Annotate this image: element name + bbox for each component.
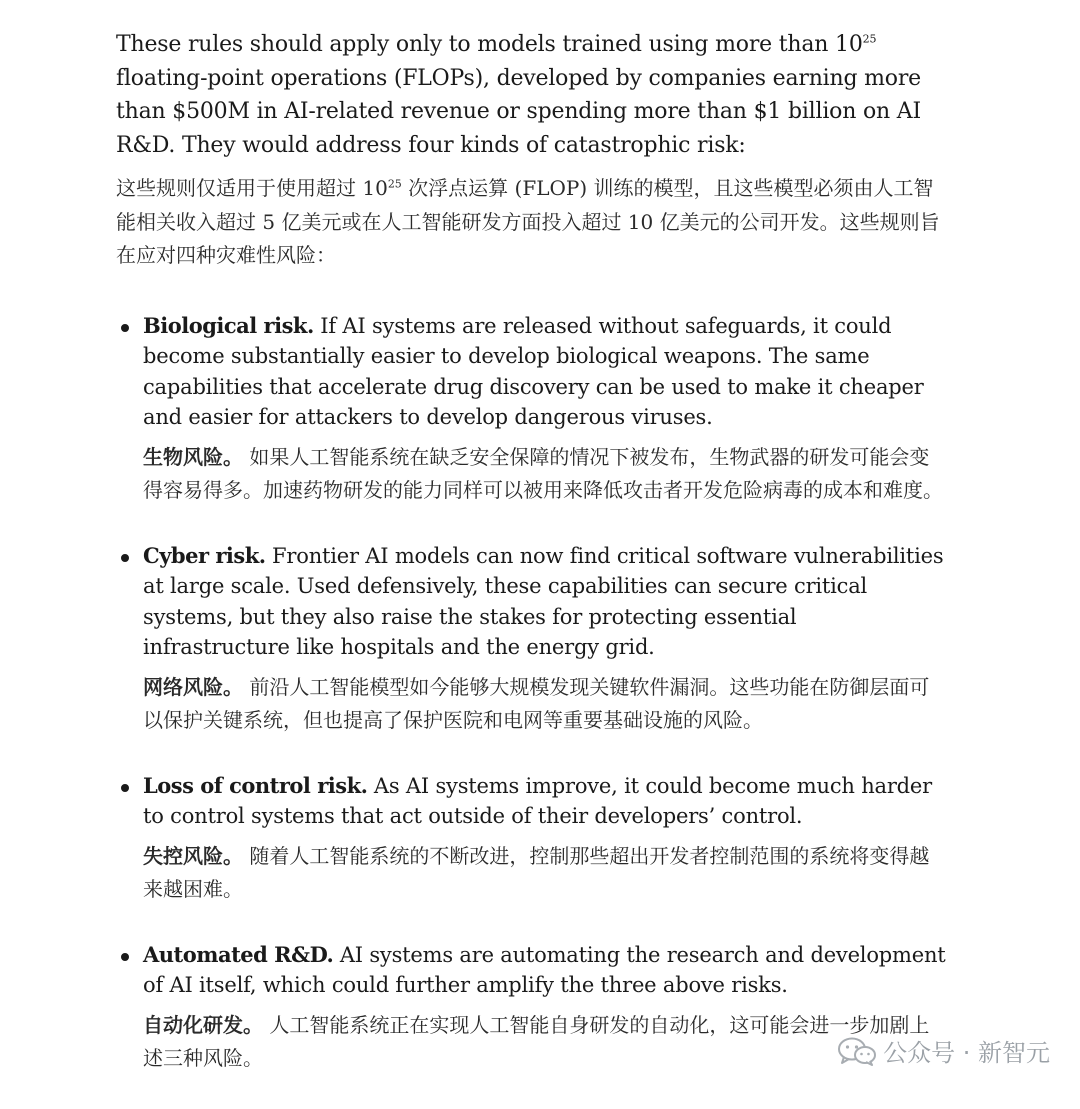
risk-chinese	[143, 441, 946, 507]
risk-title: Automated R&D.	[143, 941, 334, 967]
risk-chinese	[143, 671, 946, 737]
risk-chinese	[143, 840, 946, 906]
risk-description-zh: 如果人工智能系统在缺乏安全保障的情况下被发布，生物武器的研发可能会变得容易得多。加速药物研发的能力同样可以被用来降低攻击者开发危险病毒的成本和难度。	[143, 444, 943, 502]
risk-title: Cyber risk.	[143, 542, 266, 568]
risk-title-zh: 失控风险。	[143, 843, 243, 868]
risk-description-zh: 人工智能系统正在实现人工智能自身研发的自动化，这可能会进一步加剧上述三种风险。	[143, 1012, 930, 1070]
risk-english	[143, 940, 946, 1001]
risk-description: If AI systems are released without safeguards, it could become substantially easier to develop biological weapons. The same capabilities that accelerate drug discovery can be used to make it cheaper and easier for attackers to develop dangerous viruses.	[143, 313, 924, 429]
risk-description: AI systems are automating the research and development of AI itself, which could further amplify the three above risks.	[143, 942, 946, 997]
risk-title: Biological risk.	[143, 312, 314, 338]
risk-item-automated-rd	[116, 940, 946, 1075]
risk-item-loss-of-control	[116, 771, 946, 906]
watermark-text: 公众号 · 新智元	[883, 1039, 1050, 1067]
bullet-icon	[121, 554, 129, 562]
intro-chinese-text: 这些规则仅适用于使用超过 10	[116, 176, 388, 200]
intro-english	[116, 28, 946, 162]
risk-description: As AI systems improve, it could become much harder to control systems that act outside of their developers’ control.	[143, 773, 932, 828]
risk-english	[143, 541, 946, 663]
bullet-icon	[121, 953, 129, 961]
intro-chinese	[116, 172, 946, 273]
risk-title-zh: 生物风险。	[143, 444, 243, 469]
risk-description: Frontier AI models can now find critical software vulnerabilities at large scale. Used defensively, these capabilities can secure critical systems, but they also raise the stakes for protecting essential infrastructure like hospitals and the energy grid.	[143, 543, 944, 659]
risk-english	[143, 771, 946, 832]
article-body	[116, 28, 946, 1109]
risk-item-biological	[116, 311, 946, 507]
exponent: 25	[862, 32, 877, 46]
risk-title-zh: 自动化研发。	[143, 1012, 263, 1037]
risk-title-zh: 网络风险。	[143, 674, 243, 699]
risk-title: Loss of control risk.	[143, 772, 368, 798]
risk-item-cyber	[116, 541, 946, 737]
bullet-icon	[121, 784, 129, 792]
risk-english	[143, 311, 946, 433]
risk-description-zh: 前沿人工智能模型如今能够大规模发现关键软件漏洞。这些功能在防御层面可以保护关键系统，但也提高了保护医院和电网等重要基础设施的风险。	[143, 674, 930, 732]
bullet-icon	[121, 324, 129, 332]
intro-english-text-cont: floating-point operations (FLOPs), developed by companies earning more than $500M in AI-related revenue or spending more than $1 billion on AI R&D. They would address four kinds of catastrophic risk:	[116, 65, 921, 158]
intro-chinese-text-cont: 次浮点运算 (FLOP) 训练的模型，且这些模型必须由人工智能相关收入超过 5 亿美元或在人工智能研发方面投入超过 10 亿美元的公司开发。这些规则旨在应对四种灾难性风险：	[116, 176, 940, 267]
risk-list	[116, 311, 946, 1075]
risk-description-zh: 随着人工智能系统的不断改进，控制那些超出开发者控制范围的系统将变得越来越困难。	[143, 843, 930, 901]
exponent: 25	[387, 177, 402, 191]
risk-chinese	[143, 1009, 946, 1075]
intro-english-text: These rules should apply only to models trained using more than 10	[116, 32, 863, 57]
wechat-watermark	[837, 1033, 1050, 1068]
wechat-icon	[837, 1036, 877, 1066]
